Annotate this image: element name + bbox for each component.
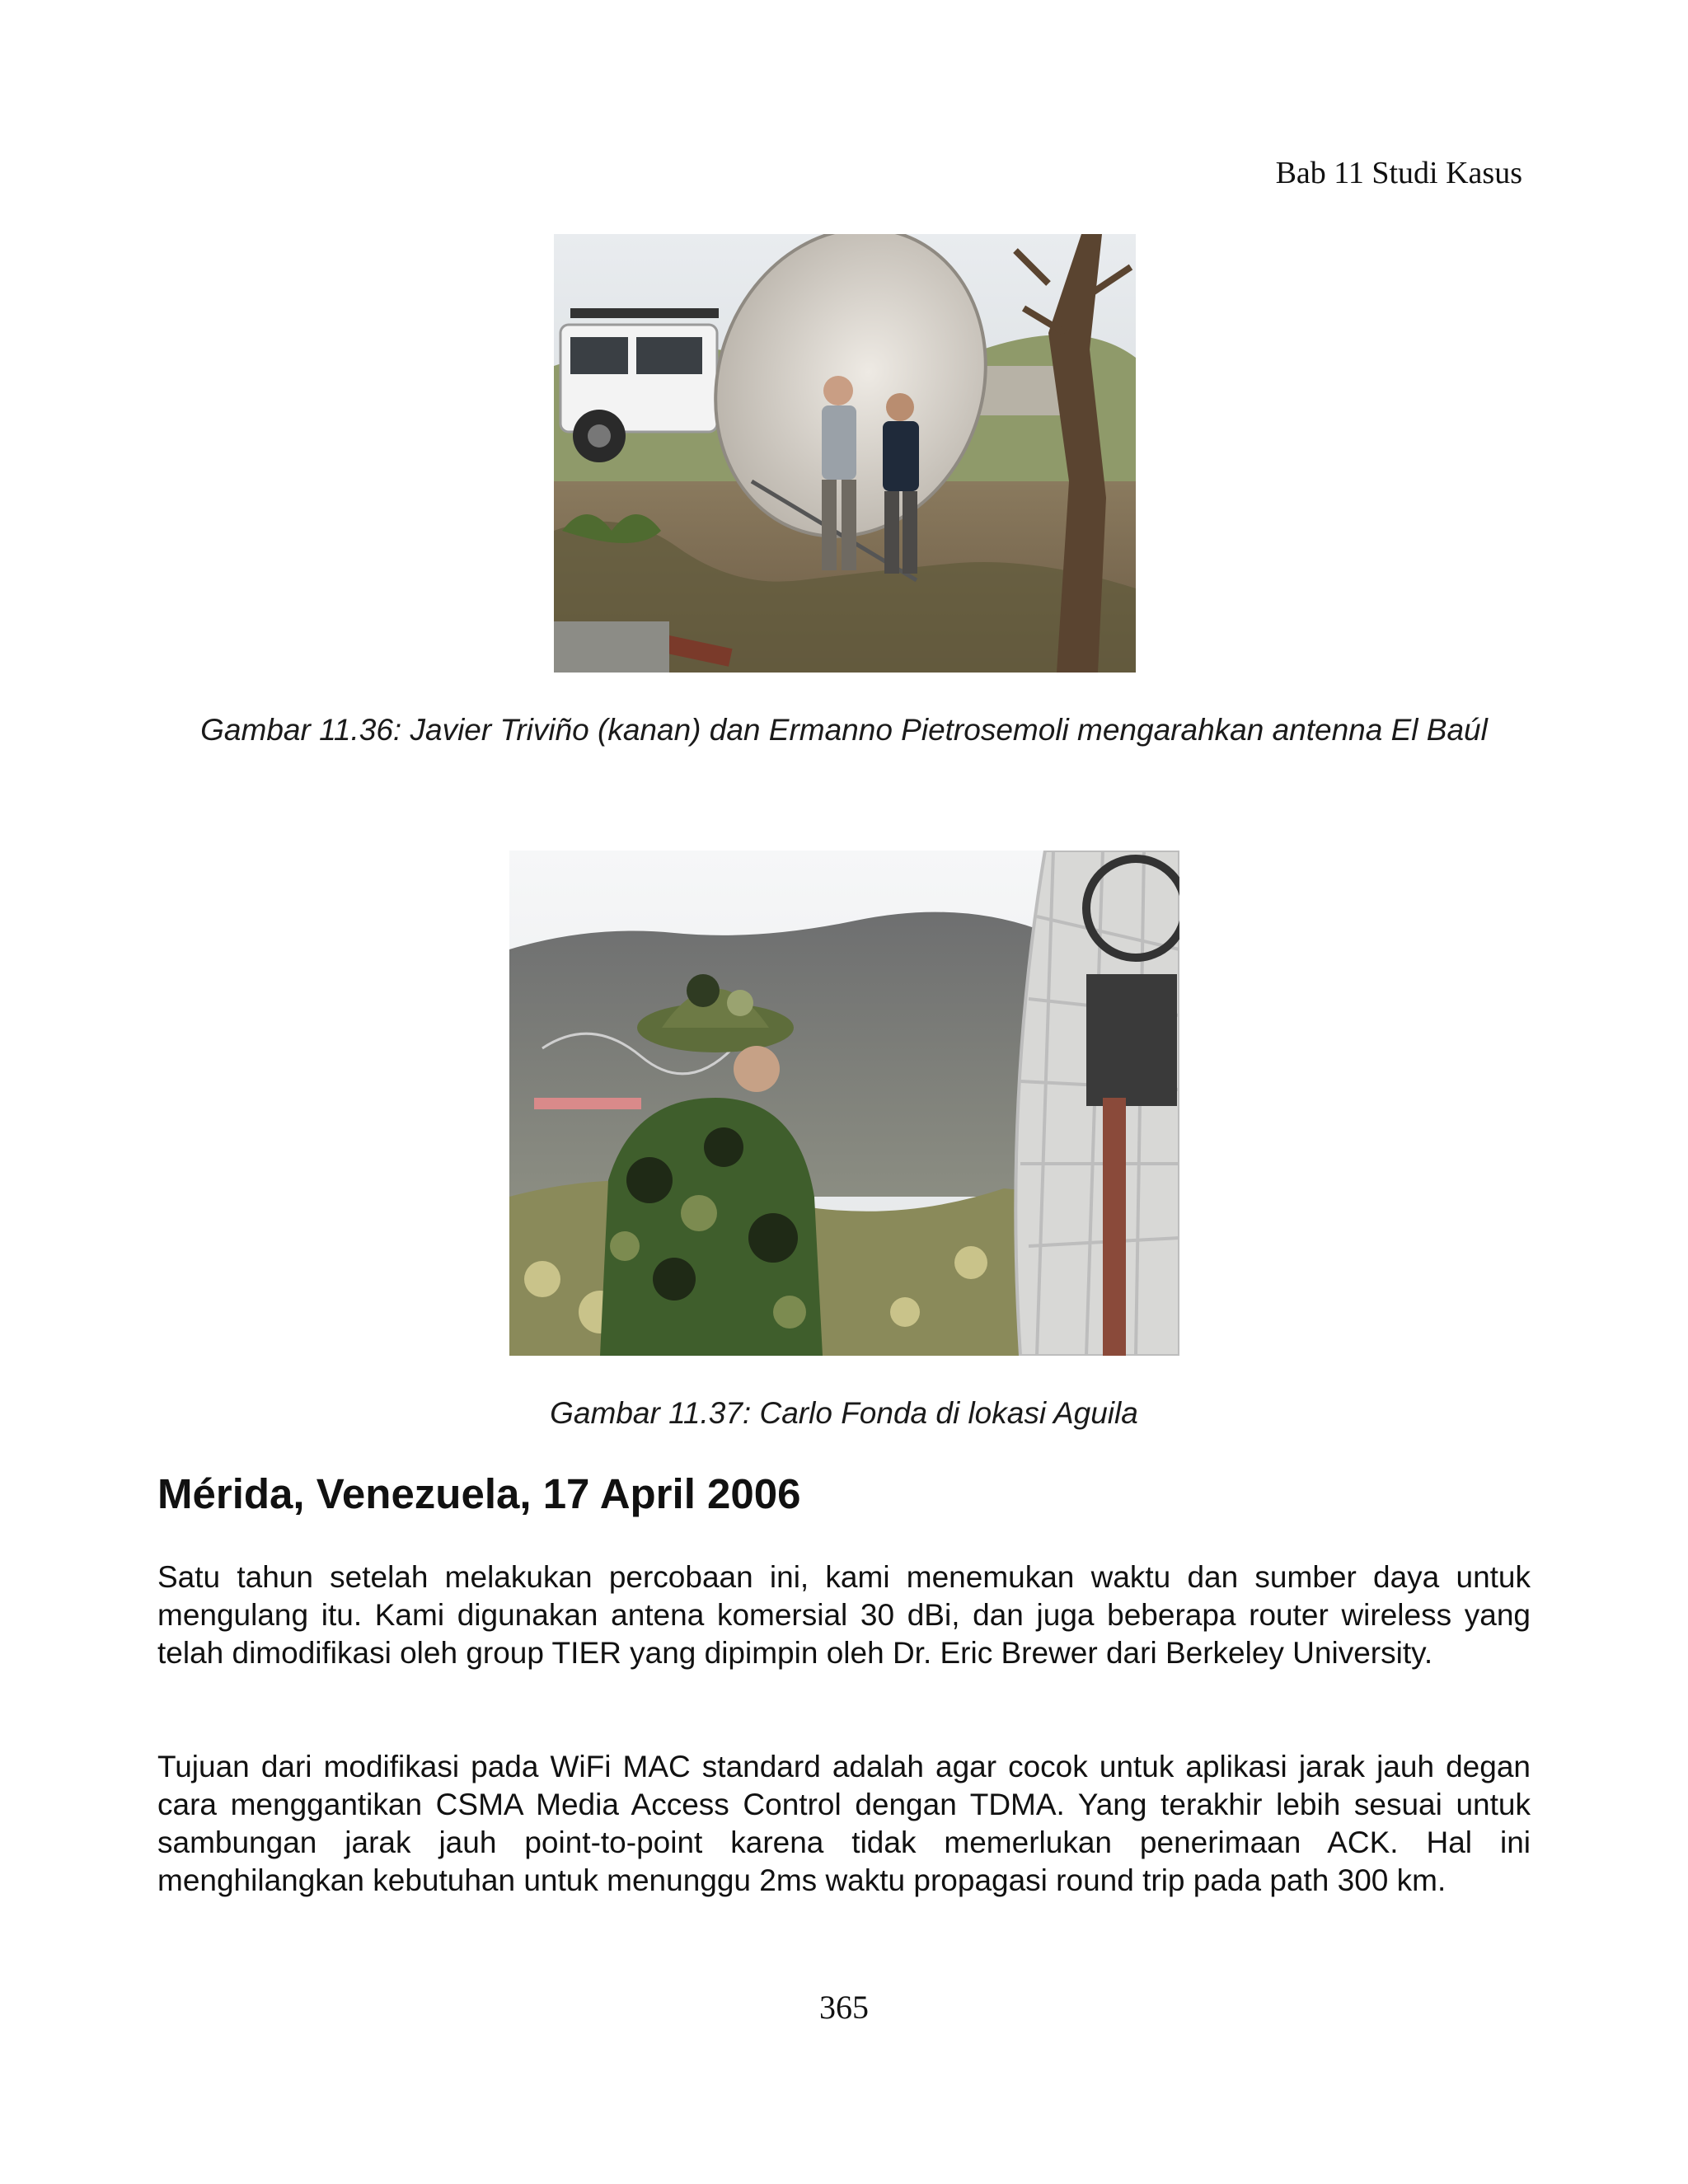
figure-caption: Gambar 11.36: Javier Triviño (kanan) dan Ermanno Pietrosemoli mengarahkan antenna El Baúl xyxy=(200,713,1488,747)
figure-caption: Gambar 11.37: Carlo Fonda di lokasi Aguila xyxy=(550,1396,1138,1430)
page-number: 365 xyxy=(819,1989,869,2026)
section-heading: Mérida, Venezuela, 17 April 2006 xyxy=(157,1470,801,1517)
body-paragraph: Tujuan dari modifikasi pada WiFi MAC standard adalah agar cocok untuk aplikasi jarak jauh degan cara menggantikan CSMA Media Access Control dengan TDMA. Yang terakhir lebih sesuai untuk sambungan jarak jauh point-to-point karena tidak memerlukan penerimaan ACK. Hal ini menghilangkan kebutuhan untuk menunggu 2ms waktu propagasi round trip pada path 300 km. xyxy=(157,1750,1531,1897)
body-paragraph: Satu tahun setelah melakukan percobaan ini, kami menemukan waktu dan sumber daya untuk mengulang itu. Kami digunakan antena komersial 30 dBi, dan juga beberapa router wireless yang telah dimodifikasi oleh group TIER yang dipimpin oleh Dr. Eric Brewer dari Berkeley University. xyxy=(157,1560,1531,1670)
figure-photo-aguila xyxy=(509,851,1179,1356)
running-header: Bab 11 Studi Kasus xyxy=(1275,156,1522,190)
dish-photo-illustration xyxy=(554,234,1136,673)
figure-photo-dish xyxy=(554,234,1136,673)
aguila-photo-illustration xyxy=(509,851,1179,1356)
